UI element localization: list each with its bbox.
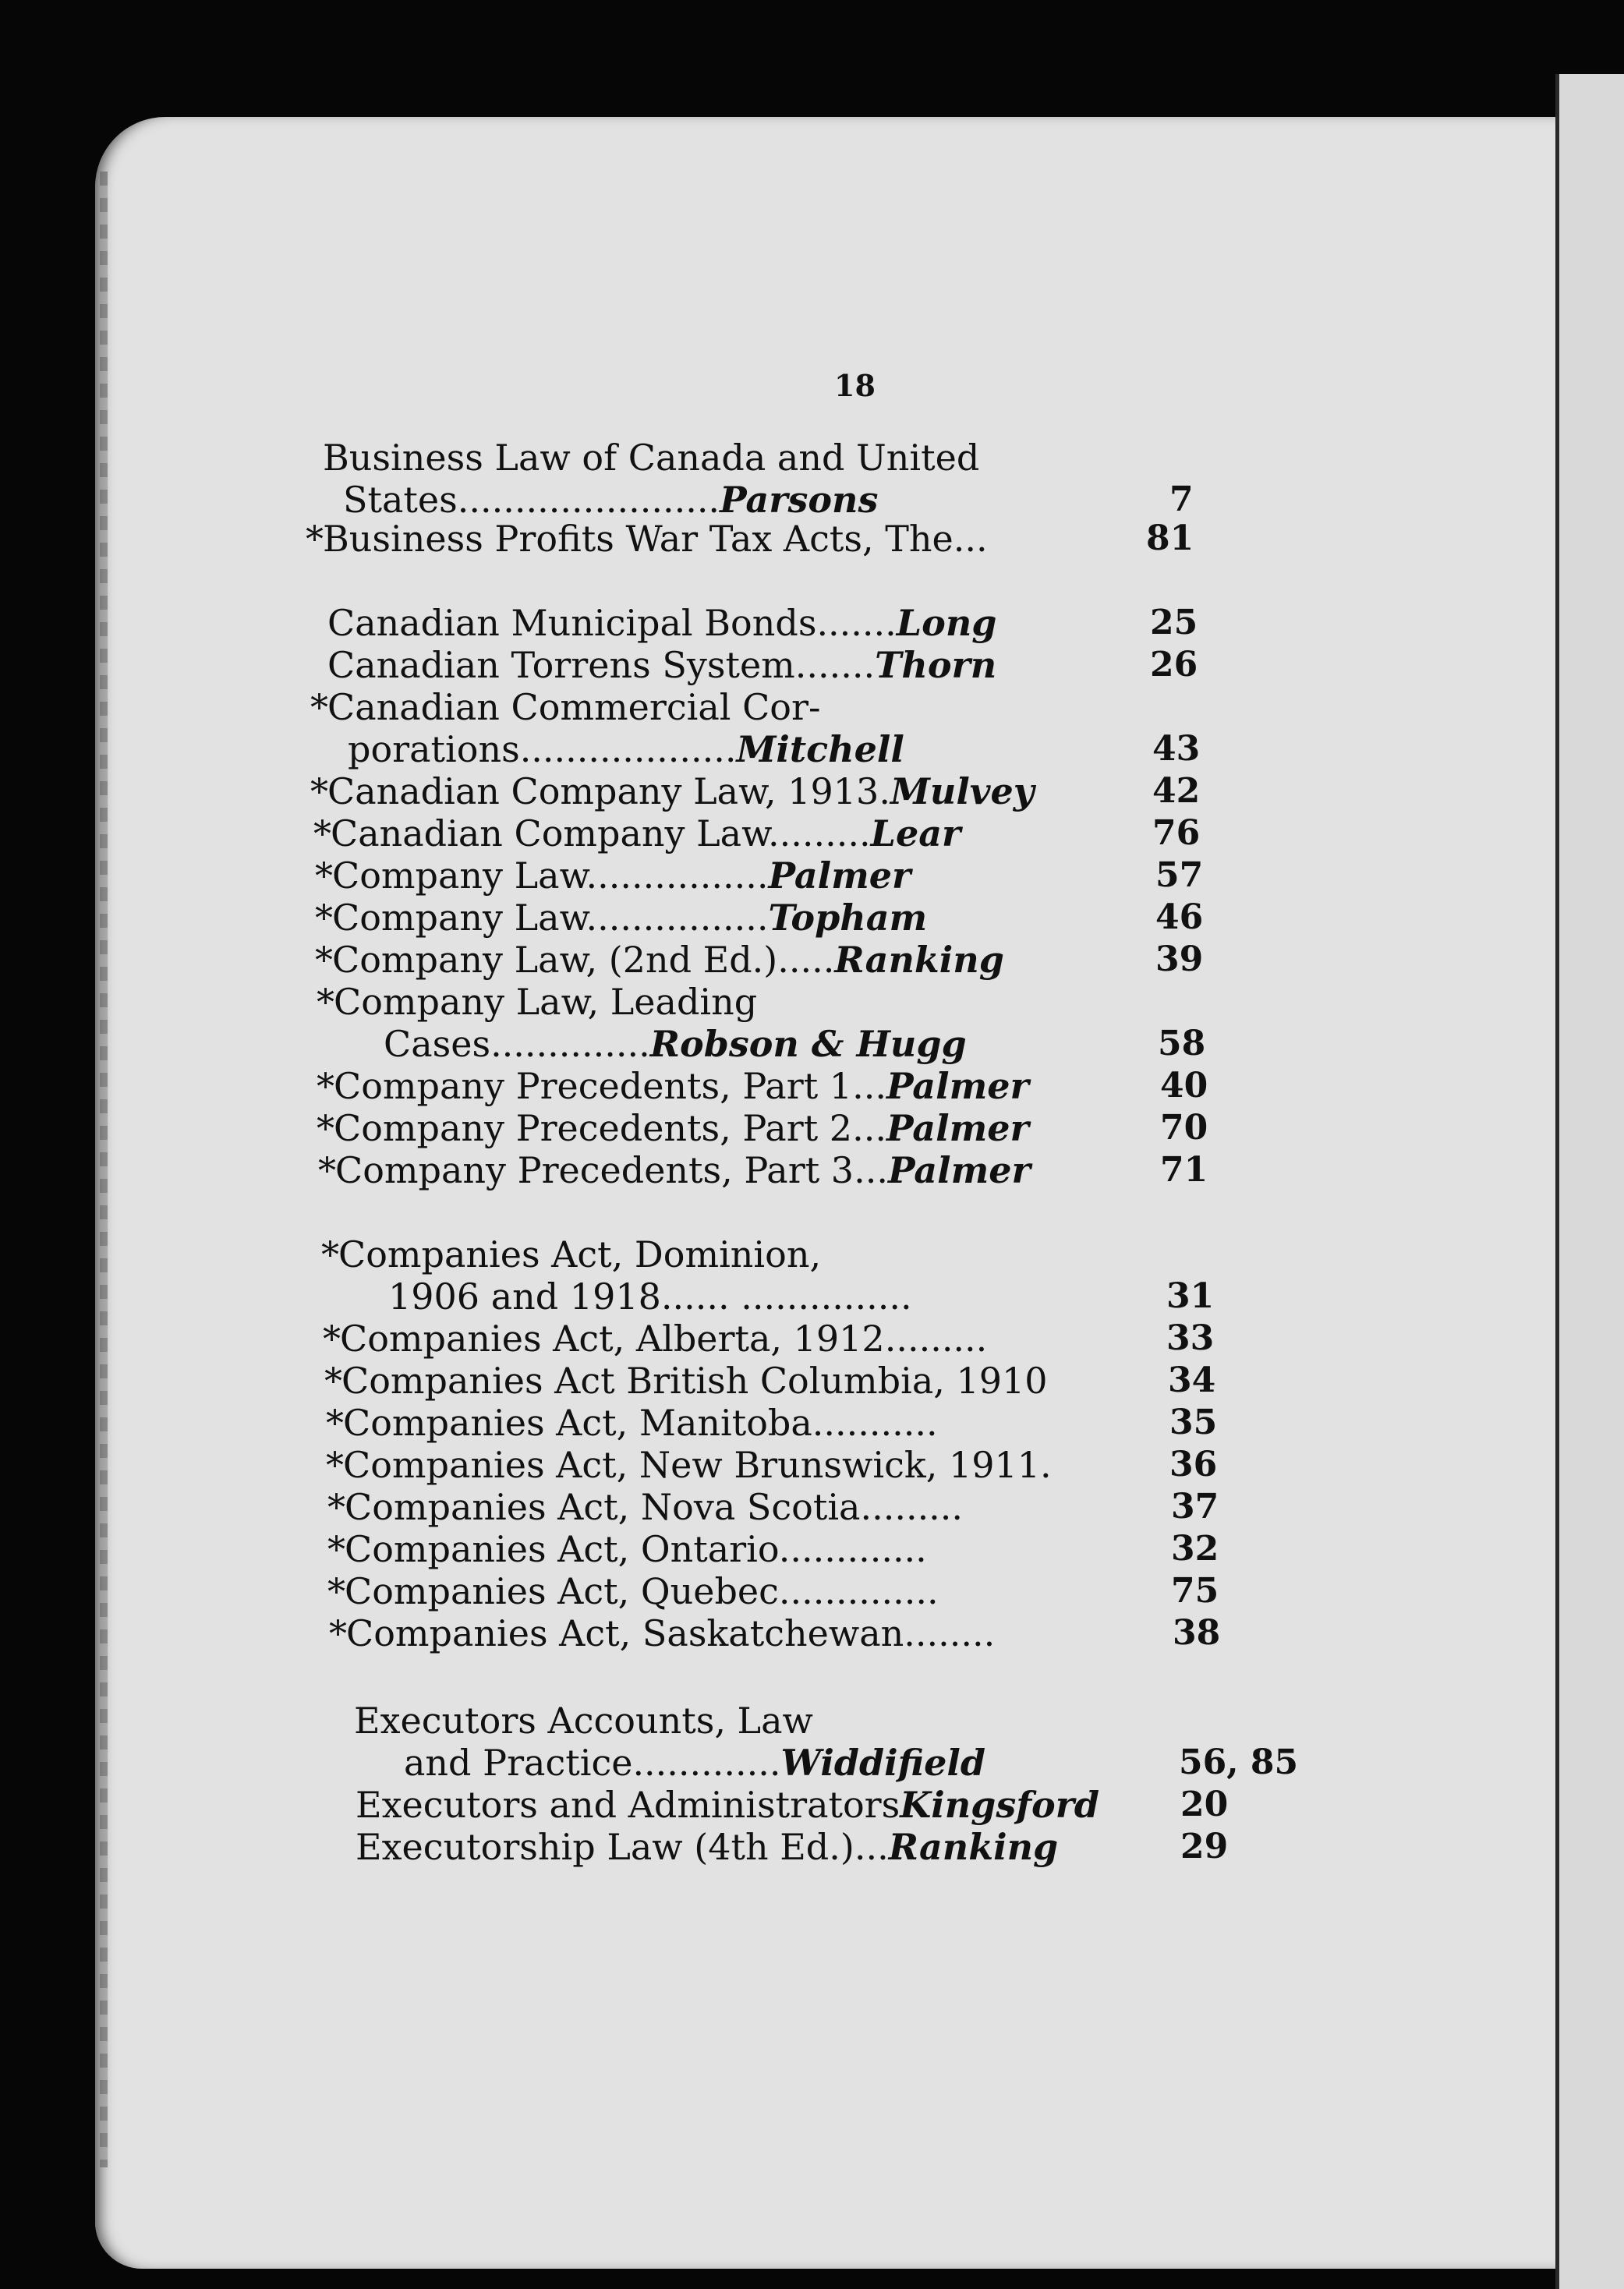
- asterisk-marker: *: [329, 1612, 347, 1654]
- entry-page-reference: 32: [1171, 1529, 1219, 1569]
- entry-title-line: [310, 770, 1035, 812]
- entry-title-line: [324, 1360, 1048, 1402]
- entry-page-reference: 29: [1180, 1827, 1229, 1866]
- entry-title-continued: 1906 and 1918: [388, 1275, 661, 1318]
- leader-dots: ...: [854, 1149, 888, 1191]
- entry-page-reference: 43: [1152, 729, 1201, 769]
- leader-dots: .......: [816, 602, 897, 644]
- catalogue-entry: [310, 686, 904, 770]
- entry-author: Kingsford: [900, 1784, 1100, 1826]
- entry-title: Business Law of Canada and United: [323, 437, 980, 479]
- entry-author: Mulvey: [890, 770, 1035, 812]
- entry-page-reference: 35: [1169, 1403, 1218, 1442]
- entry-title: Companies Act, Alberta, 1912: [340, 1318, 885, 1360]
- entry-title: Companies Act, Dominion,: [338, 1233, 822, 1275]
- entry-page-reference: 40: [1160, 1066, 1208, 1106]
- leader-dots: .............: [632, 1742, 781, 1784]
- catalogue-entry: [327, 1528, 927, 1570]
- asterisk-marker: *: [317, 981, 334, 1023]
- entry-continuation-line: [338, 1275, 912, 1318]
- entry-author: Lear: [870, 812, 961, 854]
- asterisk-marker: *: [313, 812, 331, 854]
- entry-title-line: [327, 1486, 964, 1528]
- entry-title-line: [327, 644, 996, 686]
- entry-title-line: [317, 1065, 1029, 1107]
- entry-title: Canadian Torrens System: [327, 644, 795, 686]
- entry-author: Mitchell: [736, 728, 904, 770]
- entry-title-line: [323, 1318, 988, 1360]
- leader-dots: .....: [777, 939, 835, 981]
- entry-title-line: [329, 1612, 996, 1654]
- leader-dots: ................: [586, 897, 769, 939]
- entry-page-reference: 37: [1171, 1487, 1219, 1527]
- entry-title: Companies Act, Manitoba: [343, 1402, 812, 1444]
- entry-title-line: [313, 812, 961, 854]
- asterisk-marker: *: [323, 1318, 341, 1360]
- entry-title: Canadian Commercial Cor-: [327, 686, 821, 728]
- entry-title-line: [317, 981, 967, 1023]
- entry-title: Companies Act, New Brunswick, 1911.: [343, 1444, 1052, 1486]
- catalogue-entry: [315, 939, 1004, 981]
- entry-title: Canadian Municipal Bonds: [327, 602, 817, 644]
- catalogue-entry: [326, 1444, 1052, 1486]
- leader-dots: ...: [852, 1065, 886, 1107]
- leader-dots: ................: [586, 854, 769, 897]
- catalogue-entry: [317, 1107, 1029, 1149]
- catalogue-entry: [323, 1318, 988, 1360]
- leader-dots: .........: [884, 1318, 988, 1360]
- entry-author: Palmer: [886, 1065, 1029, 1107]
- asterisk-marker: *: [324, 1360, 342, 1402]
- entry-continuation-line: [327, 728, 904, 770]
- entry-title-line: [318, 1149, 1031, 1191]
- entry-title: Executors Accounts, Law: [354, 1700, 813, 1742]
- asterisk-marker: *: [310, 770, 328, 812]
- entry-author: Topham: [768, 897, 928, 939]
- entry-page-reference: 26: [1150, 645, 1198, 685]
- entry-page-reference: 38: [1173, 1613, 1221, 1653]
- leader-dots: ..............: [490, 1023, 650, 1065]
- entry-author: Robson & Hugg: [649, 1023, 967, 1065]
- leader-dots: ...: [854, 1826, 889, 1868]
- entry-page-reference: 20: [1180, 1785, 1229, 1824]
- entry-author: Thorn: [875, 644, 997, 686]
- entry-page-reference: 25: [1150, 603, 1198, 642]
- entry-title-line: [326, 1444, 1052, 1486]
- catalogue-entry: [317, 1065, 1029, 1107]
- catalogue-entry: [327, 602, 996, 644]
- facing-page-edge: [1555, 74, 1624, 2289]
- entry-title-line: [306, 518, 988, 560]
- asterisk-marker: *: [317, 1065, 334, 1107]
- catalogue-entry: [313, 812, 961, 854]
- entry-title-line: [321, 1233, 912, 1275]
- catalogue-entry: [327, 1570, 939, 1612]
- entry-page-reference: 33: [1166, 1318, 1215, 1358]
- entry-title-line: [323, 437, 979, 479]
- entry-title-line: [326, 1402, 938, 1444]
- catalogue-entry: [356, 1784, 1099, 1826]
- entry-title: Company Law, (2nd Ed.): [332, 939, 778, 981]
- entry-title-line: [317, 1107, 1029, 1149]
- entry-author: Long: [896, 602, 997, 644]
- entry-title: Companies Act, Ontario: [345, 1528, 779, 1570]
- catalogue-entry: [327, 1486, 964, 1528]
- entry-page-reference: 39: [1155, 939, 1204, 979]
- leader-dots: .............: [778, 1528, 927, 1570]
- entry-author: Palmer: [768, 854, 911, 897]
- entry-title-line: [327, 602, 996, 644]
- entry-page-reference: 46: [1155, 897, 1204, 937]
- entry-page-reference: 70: [1160, 1108, 1208, 1148]
- entry-title-line: [356, 1784, 1099, 1826]
- leader-dots: .: [879, 770, 890, 812]
- asterisk-marker: *: [310, 686, 328, 728]
- entry-author: Ranking: [834, 939, 1004, 981]
- catalogue-entry: [326, 1402, 938, 1444]
- entry-title-line: [327, 1528, 927, 1570]
- entry-page-reference: 75: [1171, 1571, 1219, 1611]
- asterisk-marker: *: [327, 1528, 345, 1570]
- entry-title: Canadian Company Law, 1913: [327, 770, 879, 812]
- asterisk-marker: *: [306, 518, 324, 560]
- catalogue-entry: [306, 518, 988, 560]
- catalogue-entry: [354, 1700, 985, 1784]
- leader-dots: ...: [852, 1107, 886, 1149]
- leader-dots: ...........: [812, 1402, 938, 1444]
- entry-author: Ranking: [888, 1826, 1059, 1868]
- entry-title: Business Profits War Tax Acts, The...: [323, 518, 988, 560]
- entry-page-reference: 31: [1166, 1276, 1215, 1316]
- entry-title: Company Law, Leading: [334, 981, 758, 1023]
- leader-dots: ..............: [778, 1570, 939, 1612]
- entry-title: Companies Act, Quebec: [345, 1570, 779, 1612]
- page-spine-shadow: [100, 172, 108, 2167]
- entry-title-continued: States: [343, 479, 458, 521]
- entry-author: Palmer: [887, 1149, 1031, 1191]
- entry-title-line: [315, 939, 1004, 981]
- catalogue-entry: [317, 981, 967, 1065]
- entry-page-reference: 34: [1168, 1360, 1216, 1400]
- asterisk-marker: *: [326, 1444, 344, 1486]
- asterisk-marker: *: [315, 939, 333, 981]
- entry-page-reference: 71: [1160, 1150, 1208, 1190]
- entry-title: Company Law: [332, 897, 586, 939]
- entry-title: Companies Act, Nova Scotia: [345, 1486, 861, 1528]
- entry-title-continued: and Practice: [404, 1742, 633, 1784]
- entry-title-continued: porations: [348, 728, 520, 770]
- entry-title: Company Law: [332, 854, 586, 897]
- entry-title: Canadian Company Law: [331, 812, 769, 854]
- entry-title-line: [315, 897, 928, 939]
- entry-continuation-line: [354, 1742, 985, 1784]
- entry-title-line: [354, 1700, 985, 1742]
- leader-dots: ...... ...............: [660, 1275, 912, 1318]
- catalogue-entry: [310, 770, 1035, 812]
- entry-title-line: [310, 686, 904, 728]
- catalogue-entry: [315, 897, 928, 939]
- asterisk-marker: *: [315, 854, 333, 897]
- entry-title: Executors and Administrators: [356, 1784, 900, 1826]
- entry-page-reference: 42: [1152, 771, 1201, 811]
- asterisk-marker: *: [327, 1570, 345, 1612]
- entry-page-reference: 56, 85: [1179, 1742, 1299, 1782]
- entry-page-reference: 7: [1169, 479, 1194, 519]
- catalogue-entry: [329, 1612, 996, 1654]
- page-number: 18: [834, 368, 876, 403]
- leader-dots: .........: [860, 1486, 964, 1528]
- catalogue-entry: [327, 644, 996, 686]
- leader-dots: .......................: [457, 479, 720, 521]
- entry-author: Widdifield: [780, 1742, 986, 1784]
- asterisk-marker: *: [315, 897, 333, 939]
- entry-author: Palmer: [886, 1107, 1029, 1149]
- entry-title-continued: Cases: [384, 1023, 491, 1065]
- catalogue-entry: [356, 1826, 1058, 1868]
- entry-page-reference: 76: [1152, 813, 1201, 853]
- entry-page-reference: 58: [1158, 1024, 1206, 1063]
- entry-title: Company Precedents, Part 3: [335, 1149, 854, 1191]
- entry-page-reference: 57: [1155, 855, 1204, 895]
- catalogue-entry: [321, 1233, 912, 1318]
- entry-title: Companies Act, Saskatchewan: [346, 1612, 904, 1654]
- asterisk-marker: *: [327, 1486, 345, 1528]
- catalogue-entry: [323, 437, 979, 521]
- entry-author: Parsons: [720, 479, 879, 521]
- entry-title-line: [356, 1826, 1058, 1868]
- asterisk-marker: *: [321, 1233, 339, 1275]
- asterisk-marker: *: [317, 1107, 334, 1149]
- asterisk-marker: *: [318, 1149, 336, 1191]
- entry-title: Company Precedents, Part 1: [334, 1065, 853, 1107]
- leader-dots: .........: [768, 812, 871, 854]
- entry-title-line: [315, 854, 911, 897]
- asterisk-marker: *: [326, 1402, 344, 1444]
- catalogue-entry: [315, 854, 911, 897]
- entry-title: Company Precedents, Part 2: [334, 1107, 853, 1149]
- entry-page-reference: 81: [1146, 518, 1194, 558]
- entry-title: Companies Act British Columbia, 1910: [341, 1360, 1048, 1402]
- catalogue-entry: [318, 1149, 1031, 1191]
- entry-continuation-line: [323, 479, 979, 521]
- leader-dots: ........: [904, 1612, 996, 1654]
- leader-dots: .......: [794, 644, 876, 686]
- catalogue-entry: [324, 1360, 1048, 1402]
- entry-continuation-line: [334, 1023, 967, 1065]
- leader-dots: ...................: [519, 728, 737, 770]
- entry-page-reference: 36: [1169, 1445, 1218, 1484]
- entry-title: Executorship Law (4th Ed.): [356, 1826, 854, 1868]
- entry-title-line: [327, 1570, 939, 1612]
